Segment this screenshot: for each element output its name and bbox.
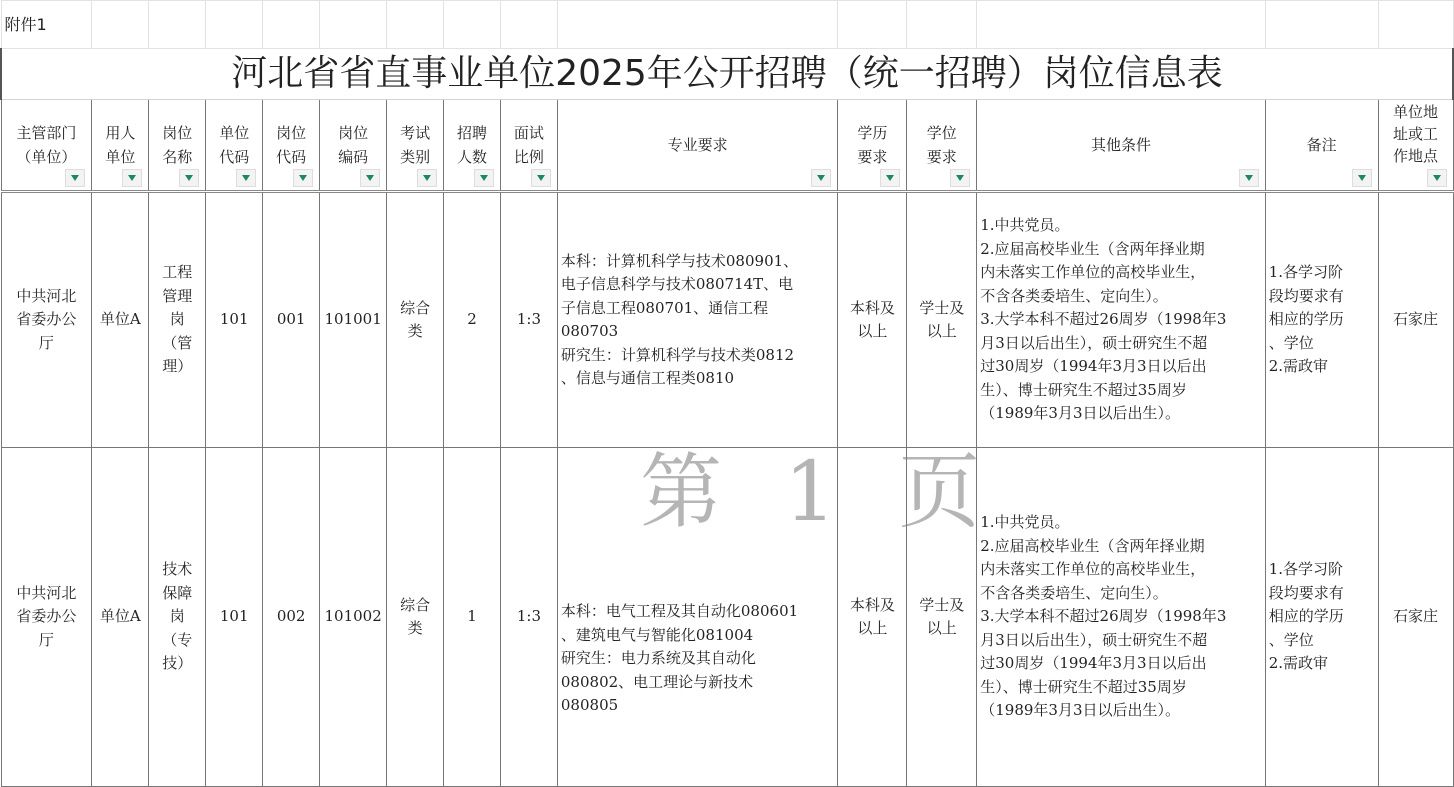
cell-exam[interactable]: 综合 类 xyxy=(387,192,444,448)
cell[interactable] xyxy=(206,1,263,49)
cell-note[interactable]: 1.各学习阶 段均要求有 相应的学历 、学位 2.需政审 xyxy=(1265,448,1378,787)
cell-dept[interactable]: 中共河北 省委办公 厅 xyxy=(1,448,92,787)
cell-note[interactable]: 1.各学习阶 段均要求有 相应的学历 、学位 2.需政审 xyxy=(1265,192,1378,448)
filter-dropdown-icon[interactable] xyxy=(179,169,199,187)
cell-major[interactable]: 本科：计算机科学与技术080901、 电子信息科学与技术080714T、电 子信息工程080701、通信工程 080703 研究生：计算机科学与技术类0812 、信息与通信工程类0810 xyxy=(557,192,838,448)
cell[interactable] xyxy=(1378,1,1453,49)
header-label: 学历 要求 xyxy=(857,124,888,166)
header-label: 单位 代码 xyxy=(219,124,250,166)
column-header[interactable] xyxy=(206,100,263,192)
cell-degree[interactable]: 学士及 以上 xyxy=(907,192,977,448)
column-header[interactable] xyxy=(149,100,206,192)
filter-dropdown-icon[interactable] xyxy=(65,169,85,187)
cell-post-id[interactable]: 101002 xyxy=(320,448,387,787)
header-label: 学位 要求 xyxy=(926,124,957,166)
cell-location[interactable]: 石家庄 xyxy=(1378,192,1453,448)
header-label: 主管部门 （单位） xyxy=(16,124,77,166)
header-label: 岗位 名称 xyxy=(162,124,193,166)
filter-dropdown-icon[interactable] xyxy=(811,169,831,187)
cell-other[interactable]: 1.中共党员。 2.应届高校毕业生（含两年择业期 内未落实工作单位的高校毕业生， 不含各类委培生、定向生）。 3.大学本科不超过26周岁（1998年3 月3日以后出生），硕士研究生不超 过30周岁（1994年3月3日以后出 生）、博士研究生不超过35周岁 （1989年3月3日以后出生）。 xyxy=(977,192,1265,448)
header-label: 专业要求 xyxy=(667,136,728,154)
filter-dropdown-icon[interactable] xyxy=(122,169,142,187)
page-watermark: 第 1 页 xyxy=(640,445,999,540)
header-label: 考试 类别 xyxy=(400,124,431,166)
cell[interactable] xyxy=(838,1,907,49)
column-header[interactable] xyxy=(92,100,149,192)
cell-post-code[interactable]: 002 xyxy=(263,448,320,787)
filter-dropdown-icon[interactable] xyxy=(1239,169,1259,187)
header-label: 招聘 人数 xyxy=(456,124,487,166)
cell[interactable] xyxy=(1265,1,1378,49)
cell-post-code[interactable]: 001 xyxy=(263,192,320,448)
table-row xyxy=(1,192,1453,448)
header-label: 备注 xyxy=(1306,136,1337,154)
column-header[interactable] xyxy=(444,100,501,192)
table-row xyxy=(1,448,1453,787)
cell[interactable] xyxy=(263,1,320,49)
cell-unit-code[interactable]: 101 xyxy=(206,192,263,448)
header-label: 其他条件 xyxy=(1090,136,1151,154)
cell[interactable] xyxy=(557,1,838,49)
filter-dropdown-icon[interactable] xyxy=(236,169,256,187)
cell-unit[interactable]: 单位A xyxy=(92,192,149,448)
column-header[interactable] xyxy=(838,100,907,192)
cell-count[interactable]: 2 xyxy=(444,192,501,448)
cell[interactable] xyxy=(92,1,149,49)
cell-ratio[interactable]: 1:3 xyxy=(500,192,557,448)
filter-dropdown-icon[interactable] xyxy=(880,169,900,187)
cell-exam[interactable]: 综合 类 xyxy=(387,448,444,787)
cell-post[interactable]: 技术 保障 岗 （专 技） xyxy=(149,448,206,787)
column-header[interactable] xyxy=(557,100,838,192)
header-label: 面试 比例 xyxy=(513,124,544,166)
column-header[interactable] xyxy=(500,100,557,192)
filter-dropdown-icon[interactable] xyxy=(417,169,437,187)
cell[interactable] xyxy=(444,1,501,49)
header-label: 用人 单位 xyxy=(105,124,136,166)
cell-post[interactable]: 工程 管理 岗 （管 理） xyxy=(149,192,206,448)
table-title[interactable]: 河北省省直事业单位2025年公开招聘（统一招聘）岗位信息表 xyxy=(1,49,1453,100)
attachment-label-cell[interactable]: 附件1 xyxy=(1,1,92,49)
cell-count[interactable]: 1 xyxy=(444,448,501,787)
column-header[interactable] xyxy=(263,100,320,192)
filter-dropdown-icon[interactable] xyxy=(950,169,970,187)
cell-unit-code[interactable]: 101 xyxy=(206,448,263,787)
cell-ratio[interactable]: 1:3 xyxy=(500,448,557,787)
cell-major[interactable]: 本科：电气工程及其自动化080601 、建筑电气与智能化081004 研究生：电力系统及其自动化 080802、电工理论与新技术 080805 xyxy=(557,448,838,787)
filter-dropdown-icon[interactable] xyxy=(1352,169,1372,187)
filter-dropdown-icon[interactable] xyxy=(360,169,380,187)
cell[interactable] xyxy=(977,1,1265,49)
cell-unit[interactable]: 单位A xyxy=(92,448,149,787)
column-header[interactable] xyxy=(1378,100,1453,192)
cell[interactable] xyxy=(500,1,557,49)
filter-dropdown-icon[interactable] xyxy=(1427,169,1447,187)
filter-dropdown-icon[interactable] xyxy=(293,169,313,187)
cell-degree[interactable]: 学士及 以上 xyxy=(907,448,977,787)
cell-other[interactable]: 1.中共党员。 2.应届高校毕业生（含两年择业期 内未落实工作单位的高校毕业生， 不含各类委培生、定向生）。 3.大学本科不超过26周岁（1998年3 月3日以后出生），硕士研究生不超 过30周岁（1994年3月3日以后出 生）、博士研究生不超过35周岁 （1989年3月3日以后出生）。 xyxy=(977,448,1265,787)
cell[interactable] xyxy=(149,1,206,49)
header-label: 岗位 代码 xyxy=(276,124,307,166)
column-header[interactable] xyxy=(1,100,92,192)
filter-dropdown-icon[interactable] xyxy=(474,169,494,187)
cell-post-id[interactable]: 101001 xyxy=(320,192,387,448)
cell[interactable] xyxy=(907,1,977,49)
column-header[interactable] xyxy=(977,100,1265,192)
column-header[interactable] xyxy=(387,100,444,192)
cell[interactable] xyxy=(320,1,387,49)
column-header[interactable] xyxy=(320,100,387,192)
cell-location[interactable]: 石家庄 xyxy=(1378,448,1453,787)
column-header[interactable] xyxy=(1265,100,1378,192)
cell[interactable] xyxy=(387,1,444,49)
filter-dropdown-icon[interactable] xyxy=(531,169,551,187)
header-label: 岗位 编码 xyxy=(338,124,369,166)
cell-dept[interactable]: 中共河北 省委办公 厅 xyxy=(1,192,92,448)
cell-edu[interactable]: 本科及 以上 xyxy=(838,448,907,787)
cell-edu[interactable]: 本科及 以上 xyxy=(838,192,907,448)
header-label: 单位地 址或工 作地点 xyxy=(1393,103,1439,165)
column-header[interactable] xyxy=(907,100,977,192)
